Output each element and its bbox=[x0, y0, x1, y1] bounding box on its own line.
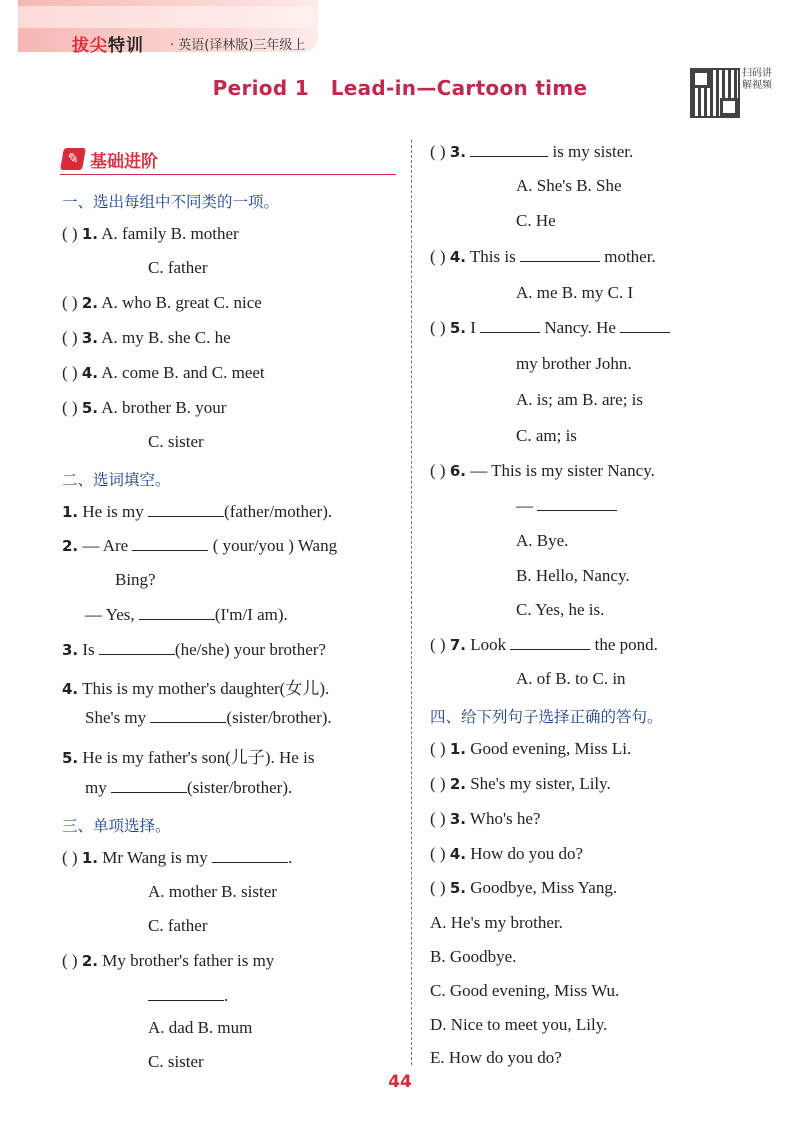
s3-q6-option-a: A. Bye. bbox=[516, 531, 569, 550]
s3-q5-options: A. is; am B. are; is bbox=[516, 390, 644, 409]
s4-q4: ( ) 4. How do you do? bbox=[430, 844, 584, 863]
answer-blank[interactable] bbox=[139, 605, 215, 620]
s3-q4: ( ) 4. This is mother. bbox=[430, 247, 656, 266]
s4-answer-c: C. Good evening, Miss Wu. bbox=[430, 981, 620, 1000]
s3-q2-options: A. dad B. mum bbox=[148, 1018, 253, 1037]
s2-q2-line3: — Yes, (I'm/I am). bbox=[85, 605, 288, 624]
answer-blank[interactable] bbox=[148, 502, 224, 517]
s3-q3-option-c: C. He bbox=[516, 211, 556, 230]
qr-code-icon[interactable] bbox=[690, 68, 740, 118]
s1-q5-option-c: C. sister bbox=[148, 432, 204, 451]
s2-q4: 4. This is my mother's daughter(女儿). bbox=[62, 679, 330, 698]
s3-q5-line2: my brother John. bbox=[516, 354, 632, 373]
book-subtitle: · 英语(译林版)三年级上 bbox=[170, 38, 306, 53]
s4-answer-e: E. How do you do? bbox=[430, 1048, 562, 1067]
section-4-heading: 四、给下列句子选择正确的答句。 bbox=[430, 708, 663, 726]
s4-answer-a: A. He's my brother. bbox=[430, 913, 563, 932]
s3-q1-option-c: C. father bbox=[148, 916, 208, 935]
s3-q1: ( ) 1. Mr Wang is my . bbox=[62, 848, 293, 867]
s3-q6-line2: — bbox=[516, 496, 617, 516]
s3-q3: ( ) 3. is my sister. bbox=[430, 142, 634, 161]
brand-part1: 拔尖 bbox=[72, 36, 108, 56]
s3-q7: ( ) 7. Look the pond. bbox=[430, 635, 658, 654]
s2-q5: 5. He is my father's son(儿子). He is bbox=[62, 748, 315, 767]
s2-q2-line2: Bing? bbox=[115, 570, 156, 589]
s3-q6-option-c: C. Yes, he is. bbox=[516, 600, 605, 619]
section-3-heading: 三、单项选择。 bbox=[62, 817, 171, 835]
s3-q2-line2: . bbox=[148, 986, 228, 1006]
qr-caption: 扫码讲解视频 bbox=[742, 68, 772, 91]
column-divider bbox=[411, 140, 412, 1065]
brand-logo bbox=[72, 31, 144, 56]
s2-q4-line2: She's my (sister/brother). bbox=[85, 708, 332, 727]
section-2-heading: 二、选词填空。 bbox=[62, 471, 171, 489]
answer-blank[interactable] bbox=[212, 848, 288, 863]
page-number: 44 bbox=[388, 1072, 412, 1092]
section-badge-label: 基础进阶 bbox=[90, 152, 158, 172]
s3-q3-options: A. She's B. She bbox=[516, 176, 622, 195]
s1-q2: ( ) 2. A. who B. great C. nice bbox=[62, 293, 262, 312]
answer-blank[interactable] bbox=[150, 708, 226, 723]
s4-q5: ( ) 5. Goodbye, Miss Yang. bbox=[430, 878, 618, 897]
pencil-icon: ✎ bbox=[60, 148, 86, 170]
answer-blank[interactable] bbox=[480, 318, 540, 333]
s2-q5-line2: my (sister/brother). bbox=[85, 778, 293, 797]
s4-answer-b: B. Goodbye. bbox=[430, 947, 517, 966]
answer-blank[interactable] bbox=[111, 778, 187, 793]
answer-blank[interactable] bbox=[470, 142, 548, 157]
s4-q2: ( ) 2. She's my sister, Lily. bbox=[430, 774, 611, 793]
answer-blank[interactable] bbox=[99, 640, 175, 655]
s1-q3: ( ) 3. A. my B. she C. he bbox=[62, 328, 231, 347]
section-1-heading: 一、选出每组中不同类的一项。 bbox=[62, 193, 280, 211]
s3-q5: ( ) 5. I Nancy. He bbox=[430, 318, 670, 338]
answer-blank[interactable] bbox=[620, 318, 670, 333]
header-pill bbox=[18, 6, 318, 28]
page-title: Period 1 Lead-in—Cartoon time bbox=[212, 76, 588, 100]
s4-q3: ( ) 3. Who's he? bbox=[430, 809, 541, 828]
s3-q6: ( ) 6. — This is my sister Nancy. bbox=[430, 461, 655, 480]
s4-answer-d: D. Nice to meet you, Lily. bbox=[430, 1015, 608, 1034]
answer-blank[interactable] bbox=[148, 986, 224, 1001]
answer-blank[interactable] bbox=[537, 496, 617, 511]
s3-q4-options: A. me B. my C. I bbox=[516, 283, 634, 302]
s2-q2: 2. — Are ( your/you ) Wang bbox=[62, 536, 338, 555]
s3-q2-option-c: C. sister bbox=[148, 1052, 204, 1071]
answer-blank[interactable] bbox=[520, 247, 600, 262]
s1-q1: ( ) 1. A. family B. mother bbox=[62, 224, 239, 243]
section-badge bbox=[60, 146, 396, 175]
s1-q4: ( ) 4. A. come B. and C. meet bbox=[62, 363, 265, 382]
answer-blank[interactable] bbox=[132, 536, 208, 551]
s2-q3: 3. Is (he/she) your brother? bbox=[62, 640, 326, 659]
s2-q1: 1. He is my (father/mother). bbox=[62, 502, 333, 521]
s3-q1-options: A. mother B. sister bbox=[148, 882, 277, 901]
s3-q7-options: A. of B. to C. in bbox=[516, 669, 626, 688]
s4-q1: ( ) 1. Good evening, Miss Li. bbox=[430, 739, 632, 758]
s1-q5: ( ) 5. A. brother B. your bbox=[62, 398, 227, 417]
answer-blank[interactable] bbox=[510, 635, 590, 650]
s3-q2: ( ) 2. My brother's father is my bbox=[62, 951, 275, 970]
s3-q5-option-c: C. am; is bbox=[516, 426, 577, 445]
brand-part2: 特训 bbox=[108, 36, 144, 56]
s3-q6-option-b: B. Hello, Nancy. bbox=[516, 566, 630, 585]
s1-q1-option-c: C. father bbox=[148, 258, 208, 277]
